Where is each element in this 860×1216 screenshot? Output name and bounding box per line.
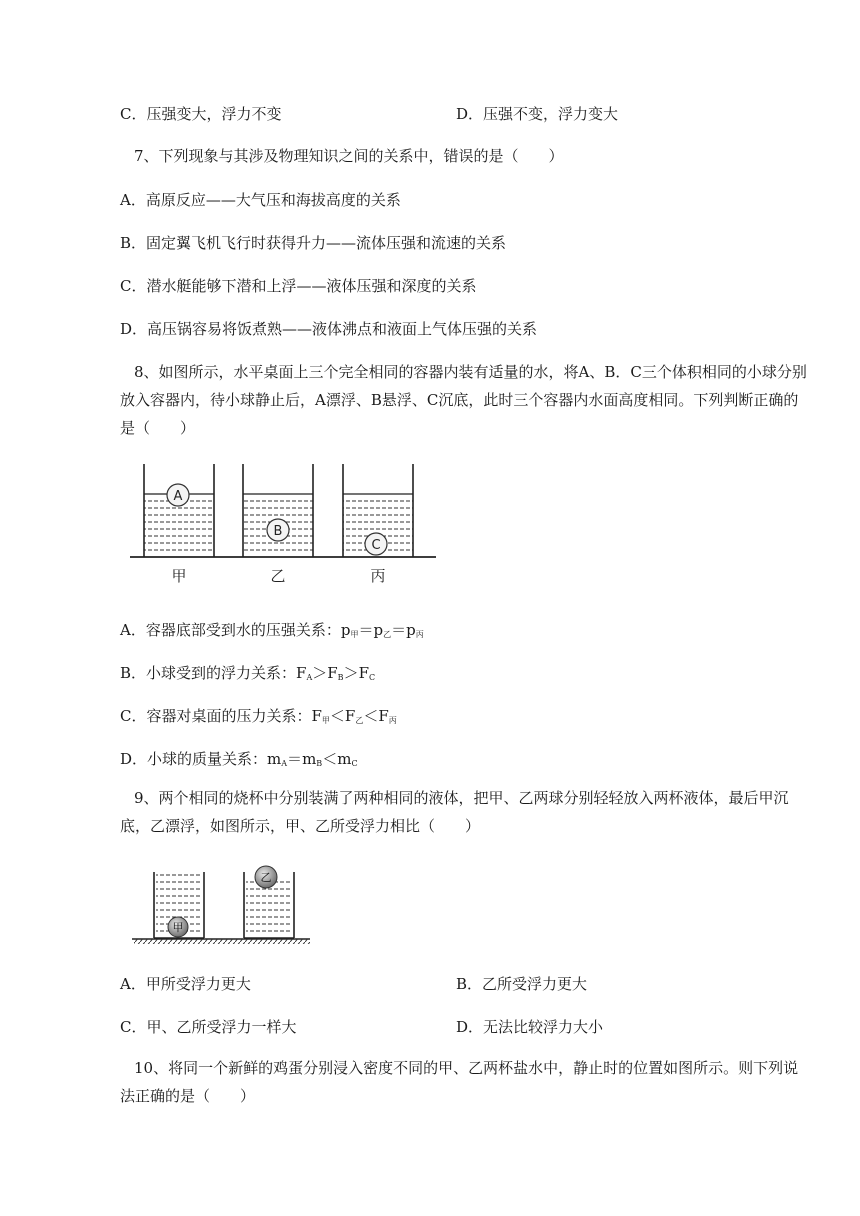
symbol: F	[344, 707, 356, 725]
q7-option-d: D．高压锅容易将饭煮熟——液体沸点和液面上气体压强的关系	[120, 320, 538, 338]
q9-stem: 9、两个相同的烧杯中分别装满了两种相同的液体，把甲、乙两球分别轻轻放入两杯液体，最后甲沉底，乙漂浮，如图所示，甲、乙所受浮力相比（ ）	[120, 789, 789, 835]
subscript: A	[306, 673, 313, 682]
q10-stem: 10、将同一个新鲜的鸡蛋分别浸入密度不同的甲、乙两杯盐水中，静止时的位置如图所示。则下列说法正确的是（ ）	[120, 1059, 799, 1105]
symbol: F	[378, 707, 389, 725]
symbol: m	[267, 750, 282, 768]
q7-stem: 7、下列现象与其涉及物理知识之间的关系中，错误的是（ ）	[134, 147, 564, 165]
ball-yi	[255, 866, 277, 888]
operator: ＜	[322, 750, 338, 768]
q6-option-d: D．压强不变，浮力变大	[456, 105, 619, 123]
subscript: B	[337, 673, 344, 682]
ball-jia-label: 甲	[172, 921, 184, 934]
ball-a	[167, 484, 189, 506]
symbol: p	[340, 621, 351, 639]
q8-option-b	[120, 663, 375, 688]
operator: ＝	[391, 621, 407, 639]
symbol: F	[327, 664, 338, 682]
subscript: C	[351, 759, 358, 768]
ball-b	[267, 519, 289, 541]
subscript: 乙	[383, 630, 392, 639]
ball-a-label: A	[173, 489, 183, 504]
q9-option-d: D．无法比较浮力大小	[456, 1018, 604, 1036]
operator: ＜	[363, 707, 379, 725]
q6-option-c: C．压强变大，浮力不变	[120, 105, 282, 123]
subscript: 丙	[388, 716, 397, 725]
q9-option-a: A．甲所受浮力更大	[120, 975, 251, 993]
q8-option-a	[120, 620, 424, 645]
ball-yi-label: 乙	[260, 871, 272, 884]
symbol: F	[296, 664, 307, 682]
operator: ＜	[329, 707, 345, 725]
q8-figure-containers	[130, 456, 440, 586]
symbol: m	[302, 750, 317, 768]
q8-option-a-text: A．容器底部受到水的压强关系：	[120, 621, 341, 639]
subscript: A	[281, 759, 288, 768]
operator: ＝	[287, 750, 303, 768]
symbol: F	[358, 664, 369, 682]
ball-jia	[168, 917, 188, 937]
subscript: 甲	[321, 716, 330, 725]
q8-option-c	[120, 706, 397, 731]
symbol: m	[337, 750, 352, 768]
container-label-1: 甲	[171, 567, 187, 585]
subscript: C	[369, 673, 376, 682]
symbol: p	[406, 621, 416, 639]
q8-option-b-text: B．小球受到的浮力关系：	[120, 664, 297, 682]
ball-c	[365, 533, 387, 555]
subscript: 甲	[350, 630, 359, 639]
q7-option-c: C．潜水艇能够下潜和上浮——液体压强和深度的关系	[120, 277, 477, 295]
subscript: B	[316, 759, 323, 768]
operator: ＞	[343, 664, 359, 682]
q7-option-b: B．固定翼飞机飞行时获得升力——流体压强和流速的关系	[120, 234, 507, 252]
q9-option-b: B．乙所受浮力更大	[456, 975, 588, 993]
container-label-2: 乙	[270, 567, 286, 585]
symbol: p	[373, 621, 384, 639]
subscript: 乙	[355, 716, 364, 725]
q9-option-c: C．甲、乙所受浮力一样大	[120, 1018, 297, 1036]
q8-option-c-text: C．容器对桌面的压力关系：	[120, 707, 312, 725]
q8-option-d	[120, 749, 358, 774]
subscript: 丙	[415, 630, 424, 639]
q8-option-d-text: D．小球的质量关系：	[120, 750, 268, 768]
ball-c-label: C	[371, 538, 381, 553]
operator: ＝	[358, 621, 374, 639]
q9-figure-beakers	[130, 858, 330, 946]
container-label-3: 丙	[370, 567, 386, 585]
ground-hatch	[134, 939, 310, 944]
operator: ＞	[312, 664, 328, 682]
q8-stem: 8、如图所示，水平桌面上三个完全相同的容器内装有适量的水，将A、B．C三个体积相同的小球分别放入容器内，待小球静止后，A漂浮、B悬浮、C沉底，此时三个容器内水面高度相同。下列判断正确的是（ ）	[120, 363, 807, 437]
symbol: F	[311, 707, 322, 725]
ball-b-label: B	[273, 524, 283, 539]
q7-option-a: A．高原反应——大气压和海拔高度的关系	[120, 191, 401, 209]
